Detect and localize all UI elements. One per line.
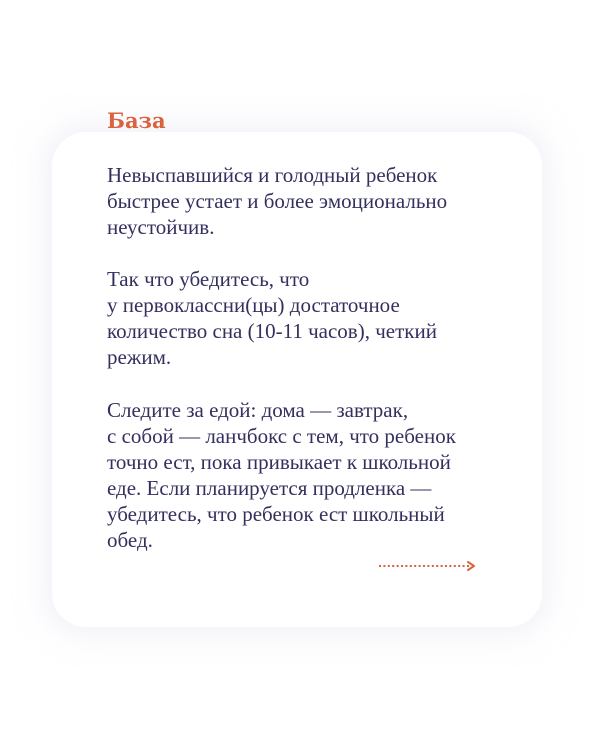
paragraph-line: количество сна (10-11 часов), четкий xyxy=(107,319,437,343)
paragraph-line: Следите за едой: дома — завтрак, xyxy=(107,398,409,422)
paragraph-line: убедитесь, что ребенок ест школьный xyxy=(107,502,445,526)
paragraph-line: режим. xyxy=(107,345,172,369)
paragraph-line: с собой — ланчбокс с тем, что ребенок xyxy=(107,424,456,448)
paragraph-sleep-hunger xyxy=(107,162,447,240)
paragraph-line: неустойчив. xyxy=(107,215,215,239)
paragraph-sleep-schedule xyxy=(107,266,437,370)
paragraph-line: еде. Если планируется продленка — xyxy=(107,476,432,500)
section-title: База xyxy=(107,108,166,133)
dotted-arrow-right-icon[interactable] xyxy=(378,559,478,573)
paragraph-line: быстрее устает и более эмоционально xyxy=(107,189,448,213)
paragraph-line: у первоклассни(цы) достаточное xyxy=(107,293,400,317)
paragraph-food xyxy=(107,397,456,553)
paragraph-line: точно ест, пока привыкает к школьной xyxy=(107,450,451,474)
paragraph-line: Невыспавшийся и голодный ребенок xyxy=(107,163,438,187)
paragraph-line: обед. xyxy=(107,528,153,552)
paragraph-line: Так что убедитесь, что xyxy=(107,267,310,291)
